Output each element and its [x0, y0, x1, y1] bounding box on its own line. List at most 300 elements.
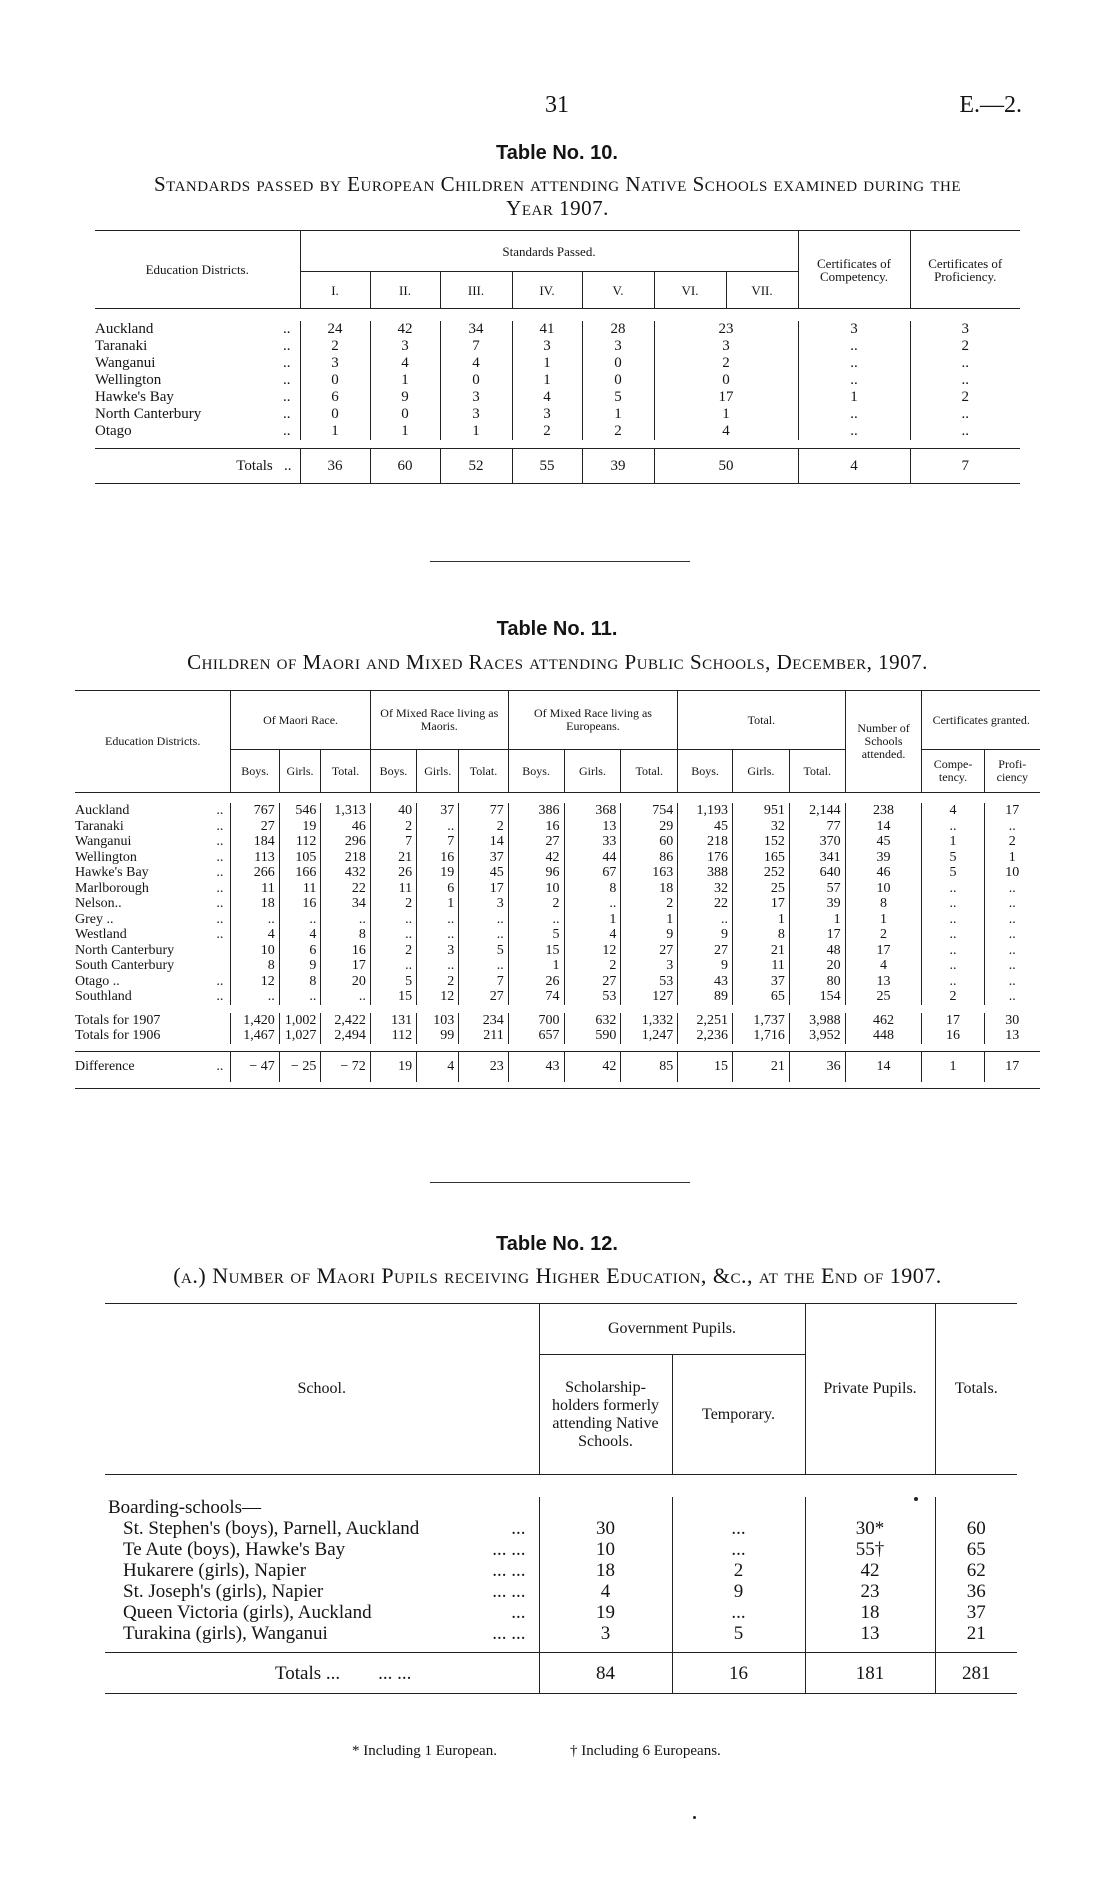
t11-row-dots: .. [216, 896, 224, 911]
table10 [95, 230, 1020, 484]
t10-cell-s67: 17 [654, 389, 798, 406]
t11-row-dots: .. [216, 911, 224, 927]
t11-difference-label [75, 1051, 231, 1082]
t11-row-cell: 13 [564, 819, 621, 835]
t12-cell-priv: 13 [805, 1623, 935, 1644]
t11-row-cell: 65 [732, 989, 789, 1005]
t10-cell-prof: .. [910, 406, 1020, 423]
t12-cell-sch: 10 [539, 1539, 672, 1560]
t11-row-cell: .. [231, 912, 279, 928]
t10-cell-s67: 4 [654, 423, 798, 440]
t11-row-cell: .. [370, 912, 416, 928]
t10-district-name: Taranaki [95, 338, 148, 354]
t11-difference-cell: 85 [621, 1051, 678, 1082]
t11-row-cell: 16 [279, 896, 321, 912]
t11-totals-1907-cell: 17 [922, 1013, 984, 1029]
t11-row-cell: 25 [732, 881, 789, 897]
t11-group-total: Total. [678, 691, 845, 750]
separator-rule-2 [430, 1182, 690, 1183]
t11-difference-cell: 4 [417, 1051, 459, 1082]
t11-row-cell: 1 [564, 912, 621, 928]
t12-school [105, 1623, 539, 1644]
t12-cell-tot: 36 [966, 1581, 986, 1602]
t11-col-prof: Profi-ciency [984, 750, 1040, 793]
t11-row-cell: .. [1008, 942, 1016, 958]
t12-cell-sch: 30 [539, 1518, 672, 1539]
t11-row-cell: 1 [789, 912, 845, 928]
t12-school-name: Turakina (girls), Wanganui [123, 1623, 328, 1644]
t10-totals-label: Totals .. [95, 449, 300, 484]
separator-rule [430, 561, 690, 562]
table10-subtitle-line1: Standards passed by European Children attending Native Schools examined during the [153, 172, 962, 196]
t10-cell-comp: 1 [798, 389, 910, 406]
t11-row-cell: 4 [564, 927, 621, 943]
t10-row [95, 423, 1020, 440]
t11-row-cell: 9 [678, 927, 733, 943]
t11-row-cell: 6 [417, 881, 459, 897]
t11-row-cell: 9 [279, 958, 321, 974]
t12-total-sch: 84 [539, 1653, 672, 1694]
t11-row-cell: 11 [231, 881, 279, 897]
t11-row-cell: 2 [370, 819, 416, 835]
t11-row-cell: 218 [321, 850, 370, 866]
t10-cell-prof: .. [910, 372, 1020, 389]
t11-row-cell: 8 [279, 974, 321, 990]
t12-row [105, 1560, 1017, 1581]
t11-row-cell: 22 [321, 881, 370, 897]
t11-row-cell: 14 [459, 834, 508, 850]
t11-row-cell: 2 [845, 927, 922, 943]
t12-totals-label: Totals ... ... ... [105, 1653, 539, 1694]
t11-row-cell: .. [922, 927, 984, 943]
t12-school [105, 1539, 539, 1560]
t10-cell-s5: 2 [582, 423, 654, 440]
t11-row-cell: 27 [621, 943, 678, 959]
t11-row-cell: 45 [459, 865, 508, 881]
t11-totals-1906-cell: 13 [1005, 1028, 1020, 1043]
t11-col-total-4: Total. [789, 750, 845, 793]
t10-cell-s1: 0 [331, 406, 339, 422]
t11-row-cell: .. [922, 819, 984, 835]
t11-row-label [75, 989, 231, 1005]
t11-row-cell: .. [1008, 989, 1016, 1004]
t11-row [75, 943, 1040, 959]
t11-totals-1907-cell: 30 [1005, 1012, 1020, 1028]
t10-cell-s4: 3 [512, 406, 582, 423]
t11-row-cell: .. [370, 927, 416, 943]
t11-row [75, 927, 1040, 943]
t11-col-comp: Compe-tency. [922, 750, 984, 793]
t11-totals-1906-cell: 1,247 [621, 1028, 678, 1044]
t12-cell-sch: 19 [539, 1602, 672, 1623]
t11-totals-1906-cell: 2,236 [678, 1028, 733, 1044]
t11-row-cell: 1,313 [321, 803, 370, 819]
t11-row-cell: 96 [508, 865, 564, 881]
table11-title: Table No. 11. [496, 618, 618, 640]
t11-col-tolat-2: Tolat. [459, 750, 508, 793]
t11-row-cell: .. [922, 958, 984, 974]
t12-cell-temp: ... [672, 1539, 805, 1560]
t10-cell-s1: 2 [331, 338, 339, 354]
t11-row-cell: 165 [732, 850, 789, 866]
t10-cell-s67: 23 [654, 321, 798, 338]
t11-row-cell: 8 [732, 927, 789, 943]
t10-cell-s1: 3 [331, 355, 339, 371]
t11-group-mixed-euro: Of Mixed Race living as Europeans. [508, 691, 677, 750]
t11-row-cell: 113 [231, 850, 279, 866]
t11-row-cell: 60 [621, 834, 678, 850]
t10-total-s67: 50 [654, 449, 798, 484]
t11-row-cell: 8 [231, 958, 279, 974]
t11-col-girls-4: Girls. [732, 750, 789, 793]
t11-row-cell: 1 [922, 834, 984, 850]
t11-row-cell: 5 [459, 943, 508, 959]
t11-row-cell: 48 [789, 943, 845, 959]
t11-totals-1907 [75, 1013, 1040, 1029]
t10-district-dots: .. [283, 406, 291, 422]
t11-totals-1906-cell: 1,027 [279, 1028, 321, 1044]
t11-totals-1907-cell: 3,988 [789, 1013, 845, 1029]
t11-row-cell: .. [1008, 973, 1016, 989]
t12-total-priv: 181 [805, 1653, 935, 1694]
t11-row-cell: 2 [370, 896, 416, 912]
t12-cell-tot: 65 [966, 1539, 986, 1560]
t11-row-name: Marlborough [75, 880, 149, 896]
t11-row-cell: 5 [508, 927, 564, 943]
t10-cell-s3: 3 [440, 406, 512, 423]
t12-cell-priv: 18 [805, 1602, 935, 1623]
footnote-2: † Including 6 Europeans. [570, 1743, 721, 1759]
t10-total-prof: 7 [910, 449, 1020, 484]
t10-cell-s1: 6 [331, 389, 339, 405]
t11-col-total-3: Total. [621, 750, 678, 793]
t11-row-cell: 154 [789, 989, 845, 1005]
t11-totals-1906-name: Totals for 1906 [75, 1028, 161, 1043]
t11-row-cell: .. [459, 912, 508, 928]
t11-row-cell: 16 [321, 943, 370, 959]
t12-school [105, 1518, 539, 1539]
t12-head-temporary: Temporary. [672, 1355, 805, 1475]
t10-cell-comp: 3 [798, 321, 910, 338]
t11-row-label [75, 865, 231, 881]
t11-row-cell: 7 [370, 834, 416, 850]
t11-row-cell: 10 [231, 943, 279, 959]
t11-row-cell: .. [1008, 927, 1016, 942]
t12-cell-sch: 4 [539, 1581, 672, 1602]
t11-row-cell: 77 [789, 819, 845, 835]
t11-totals-1906-cell: 3,952 [789, 1028, 845, 1044]
t11-row-cell: 27 [678, 943, 733, 959]
t10-cell-s5: 0 [582, 372, 654, 389]
t11-row-cell: .. [564, 896, 621, 912]
t10-district-name: North Canterbury [95, 406, 202, 422]
t10-cell-prof: .. [910, 423, 1020, 440]
t11-row-cell: 1 [845, 912, 922, 928]
t12-row [105, 1518, 1017, 1539]
t12-cell-sch: 18 [539, 1560, 672, 1581]
t11-difference [75, 1051, 1040, 1082]
t12-cell-tot: 37 [966, 1602, 986, 1623]
t11-row-cell: 17 [459, 881, 508, 897]
t11-totals-1907-label [75, 1013, 231, 1029]
t11-row-cell: 17 [321, 958, 370, 974]
t11-row-cell: .. [678, 912, 733, 928]
table10-title: Table No. 10. [496, 142, 618, 164]
t12-row [105, 1623, 1017, 1644]
t11-row-name: Hawke's Bay [75, 865, 149, 880]
t10-cell-prof: 2 [910, 389, 1020, 406]
t12-school-dots: ... [511, 1602, 526, 1623]
t11-totals-1906-cell: 112 [370, 1028, 416, 1044]
t11-totals-1907-cell: 2,251 [678, 1013, 733, 1029]
t10-total-comp: 4 [798, 449, 910, 484]
t11-row-cell: 89 [678, 989, 733, 1005]
t11-row-cell: 15 [508, 943, 564, 959]
t11-row-cell: 2,144 [789, 803, 845, 819]
t11-row-cell: 44 [564, 850, 621, 866]
t11-row-cell: 341 [789, 850, 845, 866]
t11-row [75, 958, 1040, 974]
t12-school-name: Hukarere (girls), Napier [123, 1560, 307, 1581]
t11-totals-1906-cell: 1,467 [231, 1028, 279, 1044]
t11-row [75, 881, 1040, 897]
t11-difference-cell: − 72 [321, 1051, 370, 1082]
t10-head-competency: Certificates of Competency. [798, 231, 910, 309]
t10-cell-s4: 4 [512, 389, 582, 406]
t10-cell-s5: 28 [582, 321, 654, 338]
t11-row-name: Taranaki [75, 818, 124, 834]
t12-cell-temp: ... [672, 1518, 805, 1539]
t10-cell-s67: 2 [654, 355, 798, 372]
t11-row-name: South Canterbury [75, 958, 175, 973]
t11-totals-1907-cell: 632 [564, 1013, 621, 1029]
t10-district-dots: .. [283, 355, 291, 371]
t10-head-standards: Standards Passed. [300, 231, 798, 272]
t12-school-dots: ... ... [492, 1581, 526, 1602]
t11-row-dots: .. [216, 803, 224, 818]
t11-row-cell: 14 [845, 819, 922, 835]
t10-district-dots: .. [283, 423, 291, 439]
t11-row-cell: 9 [678, 958, 733, 974]
t11-row-cell: 34 [321, 896, 370, 912]
t11-row-cell: 2 [621, 896, 678, 912]
t11-row-cell: 252 [732, 865, 789, 881]
t11-row-cell: 17 [732, 896, 789, 912]
t11-row-cell: 37 [732, 974, 789, 990]
t10-district-name: Auckland [95, 321, 154, 337]
t10-cell-prof: 3 [910, 321, 1020, 338]
t10-cell-comp: .. [798, 423, 910, 440]
t12-cell-tot: 21 [966, 1623, 986, 1644]
t11-row-name: Westland [75, 927, 127, 942]
t11-row-label [75, 881, 231, 897]
t10-cell-s4: 1 [512, 355, 582, 372]
t11-totals-1906-cell: 590 [564, 1028, 621, 1044]
t11-totals-1906-cell: 16 [922, 1028, 984, 1044]
t10-cell-comp: .. [798, 406, 910, 423]
t10-district-dots: .. [283, 372, 291, 388]
t11-totals-1907-cell: 2,422 [321, 1013, 370, 1029]
t11-row-cell: 152 [732, 834, 789, 850]
t11-totals-1907-name: Totals for 1907 [75, 1012, 161, 1028]
t11-row-name: North Canterbury [75, 942, 175, 958]
t10-district [95, 355, 300, 372]
t11-row-cell: 45 [845, 834, 922, 850]
t11-row-cell: .. [1008, 818, 1016, 834]
t11-row-cell: 12 [564, 943, 621, 959]
t11-difference-cell: − 25 [279, 1051, 321, 1082]
t10-cell-prof: 2 [910, 338, 1020, 355]
t11-row-dots: .. [216, 880, 224, 896]
t10-cell-s1: 24 [327, 321, 343, 337]
t11-row-name: Nelson.. [75, 896, 122, 911]
t10-cell-s67: 3 [654, 338, 798, 355]
t11-col-boys-2: Boys. [370, 750, 416, 793]
t11-row-cell: 17 [789, 927, 845, 943]
t11-row-cell: 32 [732, 819, 789, 835]
t11-row-cell: 767 [231, 803, 279, 819]
t10-row [95, 389, 1020, 406]
t11-row-cell: 2 [922, 989, 984, 1005]
t12-school [105, 1560, 539, 1581]
t11-row-dots: .. [216, 834, 224, 849]
t10-cell-s2: 0 [370, 406, 440, 423]
t12-school [105, 1581, 539, 1602]
t10-cell-s67: 1 [654, 406, 798, 423]
t11-row-cell: 546 [279, 803, 321, 819]
t10-std-3: III. [440, 272, 512, 309]
t10-row [95, 406, 1020, 423]
t11-row-cell: .. [459, 958, 508, 974]
t11-difference-cell: 36 [789, 1051, 845, 1082]
t11-row-cell: 2 [508, 896, 564, 912]
t10-cell-s3: 7 [440, 338, 512, 355]
t11-row-cell: 370 [789, 834, 845, 850]
t11-row-cell: 11 [279, 881, 321, 897]
t11-row-name: Otago .. [75, 973, 120, 989]
t10-cell-s4: 3 [512, 338, 582, 355]
t12-school-name: St. Stephen's (boys), Parnell, Auckland [123, 1518, 420, 1539]
t11-difference-cell: 23 [459, 1051, 508, 1082]
t11-row-cell: 26 [508, 974, 564, 990]
t11-row-cell: .. [1008, 880, 1016, 896]
t11-row-cell: 754 [621, 803, 678, 819]
t11-row-cell: 8 [564, 881, 621, 897]
t10-cell-s67: 0 [654, 372, 798, 389]
t11-row-cell: 9 [621, 927, 678, 943]
t11-row-label [75, 927, 231, 943]
t10-cell-prof: .. [910, 355, 1020, 372]
t11-row-cell: .. [279, 989, 321, 1005]
t11-row-cell: 2 [564, 958, 621, 974]
t11-row-cell: 4 [922, 803, 984, 819]
t11-row-cell: 3 [459, 896, 508, 912]
t12-total-temp: 16 [672, 1653, 805, 1694]
t10-cell-s3: 0 [440, 372, 512, 389]
t11-row-cell: 16 [417, 850, 459, 866]
t11-row [75, 896, 1040, 912]
t10-district-name: Hawke's Bay [95, 389, 174, 405]
t11-row-name: Wellington [75, 849, 137, 865]
t11-row-cell: 7 [417, 834, 459, 850]
t11-row-dots: .. [216, 927, 224, 942]
t10-row [95, 372, 1020, 389]
t11-row-cell: 2 [370, 943, 416, 959]
t10-cell-s2: 42 [370, 321, 440, 338]
t11-row-cell: .. [1008, 896, 1016, 911]
t11-row-cell: 37 [417, 803, 459, 819]
t11-row-cell: 388 [678, 865, 733, 881]
t11-row-cell: 5 [922, 865, 984, 881]
t11-row-cell: 3 [417, 943, 459, 959]
t11-row-cell: .. [321, 989, 370, 1005]
t12-school-name: St. Joseph's (girls), Napier [123, 1581, 324, 1602]
t11-row-cell: 39 [845, 850, 922, 866]
ink-dot-2 [693, 1816, 696, 1819]
t11-totals-1907-cell: 103 [417, 1013, 459, 1029]
t11-difference-name: Difference [75, 1058, 135, 1074]
t10-cell-s4: 2 [512, 423, 582, 440]
t11-row-cell: 27 [508, 834, 564, 850]
t11-col-total-1: Total. [321, 750, 370, 793]
t11-row-label [75, 850, 231, 866]
t11-row-cell: 53 [564, 989, 621, 1005]
t11-difference-cell: 1 [922, 1051, 984, 1082]
t11-totals-1906-cell: 1,716 [732, 1028, 789, 1044]
t12-school [105, 1602, 539, 1623]
t11-row-dots: .. [216, 973, 224, 989]
t11-row-cell: 10 [845, 881, 922, 897]
t11-difference-cell: 17 [1005, 1058, 1020, 1074]
t11-totals-1906-cell: 448 [845, 1028, 922, 1044]
t10-cell-s3: 4 [440, 355, 512, 372]
t12-cell-priv: 55† [805, 1539, 935, 1560]
t11-difference-cell: 14 [845, 1051, 922, 1082]
t11-row-cell: 16 [508, 819, 564, 835]
t11-row-cell: 43 [678, 974, 733, 990]
t11-row-cell: 10 [508, 881, 564, 897]
t11-totals-1906-label [75, 1028, 231, 1044]
t11-group-mixed-maori: Of Mixed Race living as Maoris. [370, 691, 508, 750]
t11-row-cell: 86 [621, 850, 678, 866]
t11-row-cell: .. [922, 896, 984, 912]
t11-difference-dots: .. [216, 1058, 224, 1074]
t11-row-cell: 45 [678, 819, 733, 835]
t11-row-cell: 21 [732, 943, 789, 959]
t10-std-2: II. [370, 272, 440, 309]
t11-row-cell: .. [922, 974, 984, 990]
t12-head-totals: Totals. [935, 1304, 1017, 1475]
t11-row-cell: .. [279, 912, 321, 928]
t11-difference-cell: − 47 [231, 1051, 279, 1082]
t11-row-cell: 57 [789, 881, 845, 897]
t11-row-cell: 8 [321, 927, 370, 943]
t11-row-cell: 40 [370, 803, 416, 819]
t11-difference-cell: 43 [508, 1051, 564, 1082]
t11-row-cell: 1 [732, 912, 789, 928]
t10-cell-s2: 1 [370, 372, 440, 389]
t11-row-cell: 27 [459, 989, 508, 1005]
t11-row-cell: 2 [1008, 834, 1016, 849]
t11-row-label [75, 974, 231, 990]
t10-head-proficiency: Certificates of Proficiency. [910, 231, 1020, 309]
t10-total-s1: 36 [327, 457, 343, 474]
t11-row-cell: .. [231, 989, 279, 1005]
t11-group-maori: Of Maori Race. [231, 691, 370, 750]
t11-row-cell: 39 [789, 896, 845, 912]
t11-totals-1907-cell: 1,002 [279, 1013, 321, 1029]
t12-cell-priv: 42 [805, 1560, 935, 1581]
